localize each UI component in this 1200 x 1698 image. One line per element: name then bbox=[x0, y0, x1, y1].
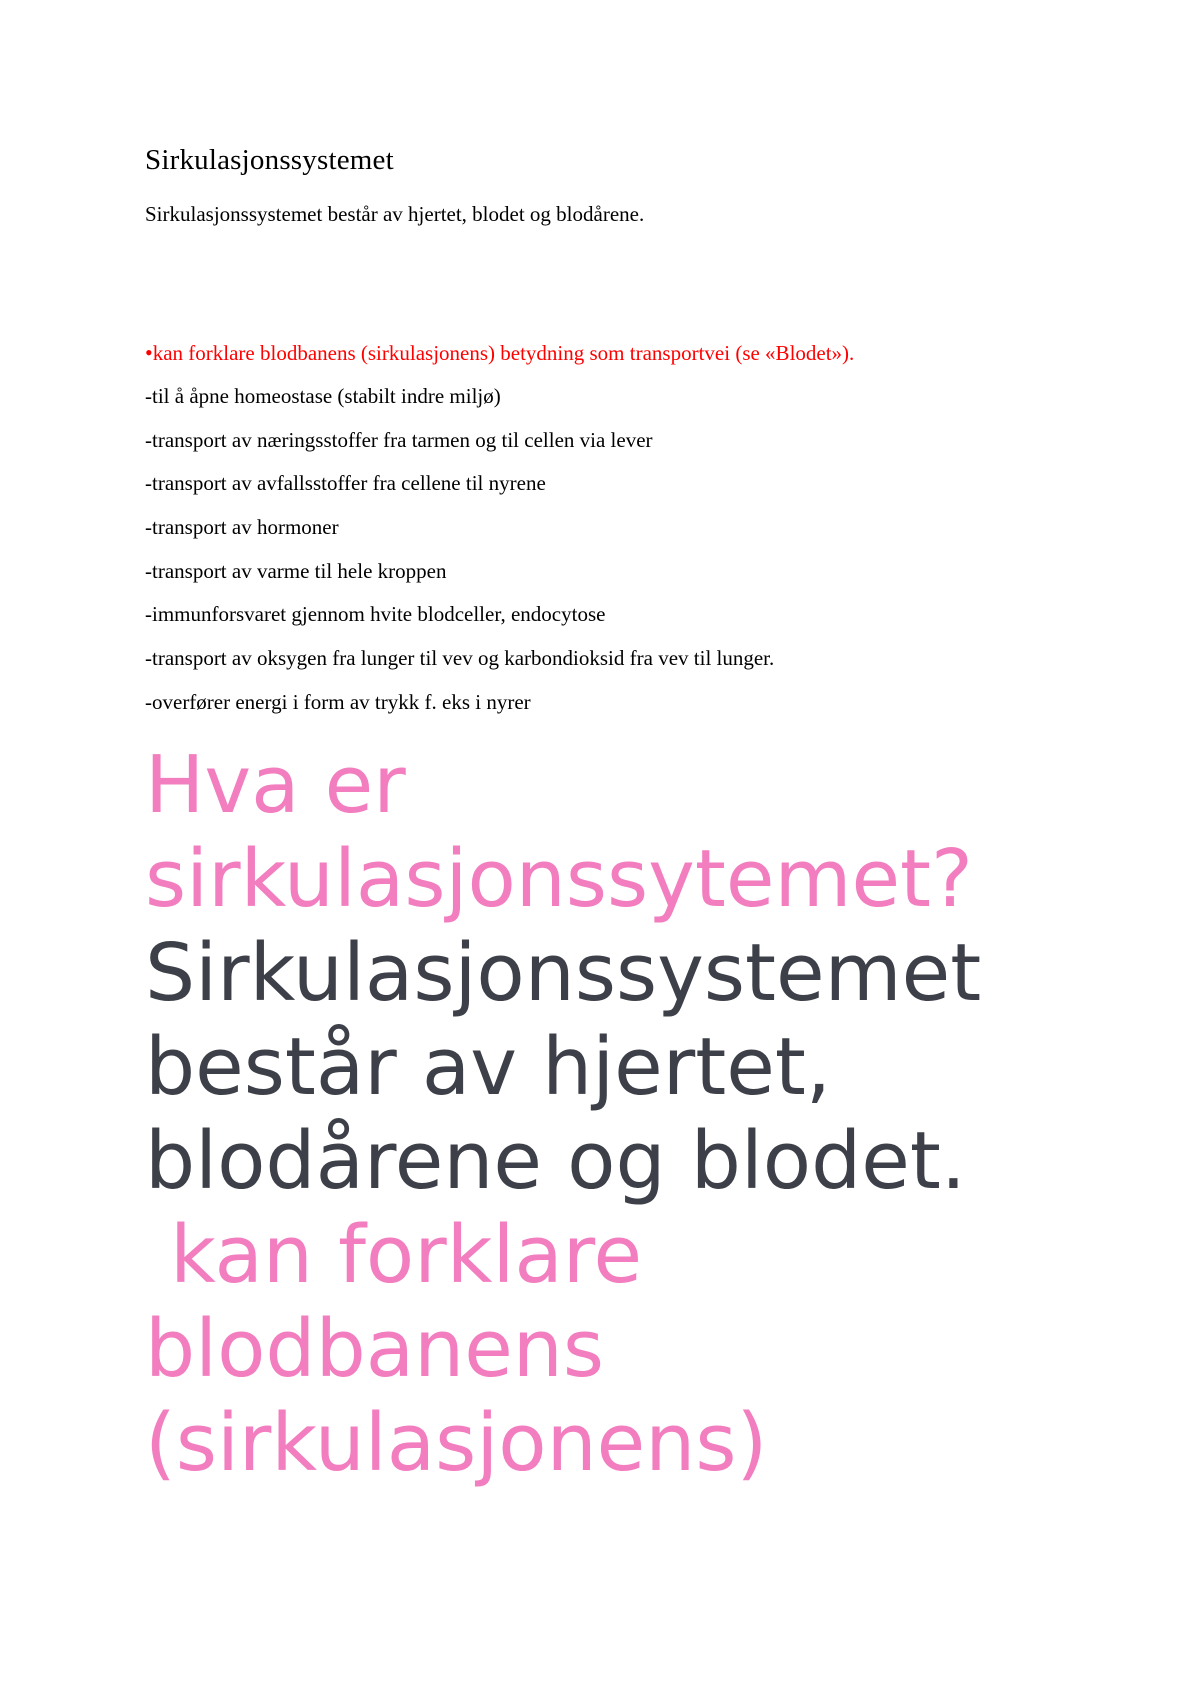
flashcard-answer-line: blodårene og blodet. bbox=[145, 1115, 966, 1207]
list-item: -transport av varme til hele kroppen bbox=[145, 558, 447, 583]
flashcard-answer-line: består av hjertet, bbox=[145, 1021, 831, 1113]
list-item: -transport av avfallsstoffer fra cellene til nyrene bbox=[145, 471, 546, 496]
list-item: -til å åpne homeostase (stabilt indre miljø) bbox=[145, 384, 501, 408]
learning-goal-text: kan forklare blodbanens (sirkulasjonens) betydning som transportvei (se «Blodet»). bbox=[152, 341, 855, 365]
flashcard-next-line: kan forklare bbox=[145, 1209, 643, 1301]
list-item: -immunforsvaret gjennom hvite blodceller, endocytose bbox=[145, 602, 606, 627]
list-item: -transport av næringsstoffer fra tarmen og til cellen via lever bbox=[145, 427, 653, 452]
transport-points-list bbox=[145, 383, 774, 733]
flashcard-answer-line: Sirkulasjonssystemet bbox=[145, 927, 982, 1019]
list-item: -transport av oksygen fra lunger til vev og karbondioksid fra vev til lunger. bbox=[145, 646, 775, 671]
intro-paragraph: Sirkulasjonssystemet består av hjertet, blodet og blodårene. bbox=[145, 202, 645, 226]
list-item: -overfører energi i form av trykk f. eks i nyrer bbox=[145, 689, 531, 714]
flashcard-next-line: (sirkulasjonens) bbox=[145, 1397, 768, 1489]
learning-goal bbox=[145, 340, 854, 366]
list-item: -transport av hormoner bbox=[145, 515, 339, 540]
bullet-icon: • bbox=[145, 340, 153, 365]
flashcard-question-line: sirkulasjonssytemet? bbox=[145, 833, 973, 925]
flashcard-next-line: blodbanens bbox=[145, 1303, 605, 1395]
flashcard-question-line: Hva er bbox=[145, 739, 406, 831]
document-heading: Sirkulasjonssystemet bbox=[145, 144, 394, 176]
flashcard-text bbox=[145, 738, 1185, 1490]
